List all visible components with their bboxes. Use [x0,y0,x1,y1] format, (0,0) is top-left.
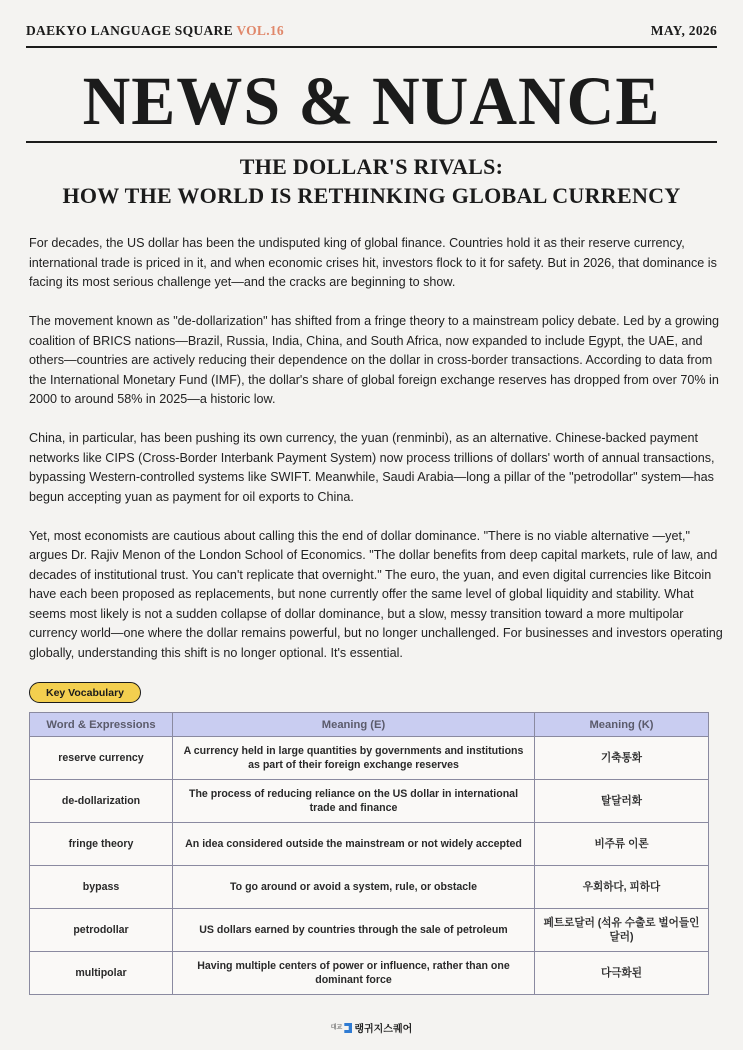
issue-date: MAY, 2026 [650,23,717,38]
publisher-footer [0,1020,743,1035]
vocab-meaning-k: 우회하다, 피하다 [535,866,709,909]
headline-line-1: THE DOLLAR'S RIVALS: [239,154,504,179]
article-paragraph: For decades, the US dollar has been the undisputed king of global finance. Countries hold it as their reserve currency, international trade is priced in it, and when economic crises hit, investors flock to it for safety. But in 2026, that dominance is facing its most serious challenge yet—and the cracks are beginning to show. [29,236,717,289]
publication-name: DAEKYO LANGUAGE SQUARE [26,23,233,38]
table-row [30,823,709,866]
vocab-meaning-k: 기축통화 [535,737,709,780]
vocab-word: de-dollarization [30,780,173,823]
article-paragraph: Yet, most economists are cautious about calling this the end of dollar dominance. "There is no viable alternative —yet," argues Dr. Rajiv Menon of the London School of Economics. "The dollar benefits from deep capital markets, rule of law, and decades of institutional trust. You can't replicate that overnight." The euro, the yuan, and even digital currencies like Bitcoin have each been proposed as replacements, but none currently offer the same level of global liquidity and stability. What seems most likely is not a sudden collapse of dollar dominance, but a slow, messy transition toward a more multipolar currency world—one where the dollar remains powerful, but no longer unchallenged. For businesses and investors operating globally, understanding this shift is no longer optional. It's essential. [29,528,723,660]
table-row [30,866,709,909]
issue-header [26,20,717,42]
vocab-word: fringe theory [30,823,173,866]
masthead-divider [26,141,717,143]
brand-prefix: 대교 [330,1025,343,1031]
brand-logo-icon [344,1023,352,1033]
brand-name: 랭귀지스퀘어 [354,1024,413,1035]
vocab-meaning-e: To go around or avoid a system, rule, or obstacle [173,866,535,909]
vocab-meaning-e: The process of reducing reliance on the US dollar in international trade and finance [173,780,535,823]
article-paragraph: The movement known as "de-dollarization" has shifted from a fringe theory to a mainstream policy debate. Led by a growing coalition of BRICS nations—Brazil, Russia, India, China, and South Africa, now expanded to include Egypt, the UAE, and others—countries are actively reducing their dependence on the dollar in cross-border transactions. According to data from the International Monetary Fund (IMF), the dollar's share of global foreign exchange reserves has dropped from over 70% in 2000 to around 58% in 2025—a historic low. [29,314,720,406]
vocab-meaning-e: US dollars earned by countries through the sale of petroleum [173,909,535,952]
vocab-meaning-e: A currency held in large quantities by governments and institutions as part of their foreign exchange reserves [173,737,535,780]
vocabulary-table [29,712,709,995]
article-body [29,234,723,683]
article-paragraph: China, in particular, has been pushing its own currency, the yuan (renminbi), as an alternative. Chinese-backed payment networks like CIPS (Cross-Border Interbank Payment System) now process trillions of dollars' worth of annual transactions, bypassing Western-controlled systems like SWIFT. Meanwhile, Saudi Arabia—long a pillar of the "petrodollar" system—has begun accepting yuan as payment for oil exports to China. [29,431,715,504]
vocab-word: bypass [30,866,173,909]
vocab-word: petrodollar [30,909,173,952]
vocabulary-header-row [30,713,709,737]
vocab-meaning-k: 다극화된 [535,952,709,995]
vocab-word: reserve currency [30,737,173,780]
vocab-meaning-k: 페트로달러 (석유 수출로 벌어들인 달러) [535,909,709,952]
key-vocabulary-badge: Key Vocabulary [29,682,141,703]
vocab-word: multipolar [30,952,173,995]
headline-line-2: HOW THE WORLD IS RETHINKING GLOBAL CURRENCY [62,183,681,208]
article-headline [0,152,743,210]
table-row [30,737,709,780]
masthead-title: NEWS & NUANCE [82,63,661,140]
table-row [30,952,709,995]
vocab-meaning-e: An idea considered outside the mainstream or not widely accepted [173,823,535,866]
column-header-meaning-k: Meaning (K) [535,713,709,737]
column-header-word: Word & Expressions [30,713,173,737]
vocab-meaning-k: 탈달러화 [535,780,709,823]
table-row [30,909,709,952]
column-header-meaning-e: Meaning (E) [173,713,535,737]
vocab-meaning-e: Having multiple centers of power or influence, rather than one dominant force [173,952,535,995]
top-divider [26,46,717,48]
table-row [30,780,709,823]
volume-number: VOL.16 [236,23,284,38]
vocab-meaning-k: 비주류 이론 [535,823,709,866]
publication-info [26,23,284,39]
